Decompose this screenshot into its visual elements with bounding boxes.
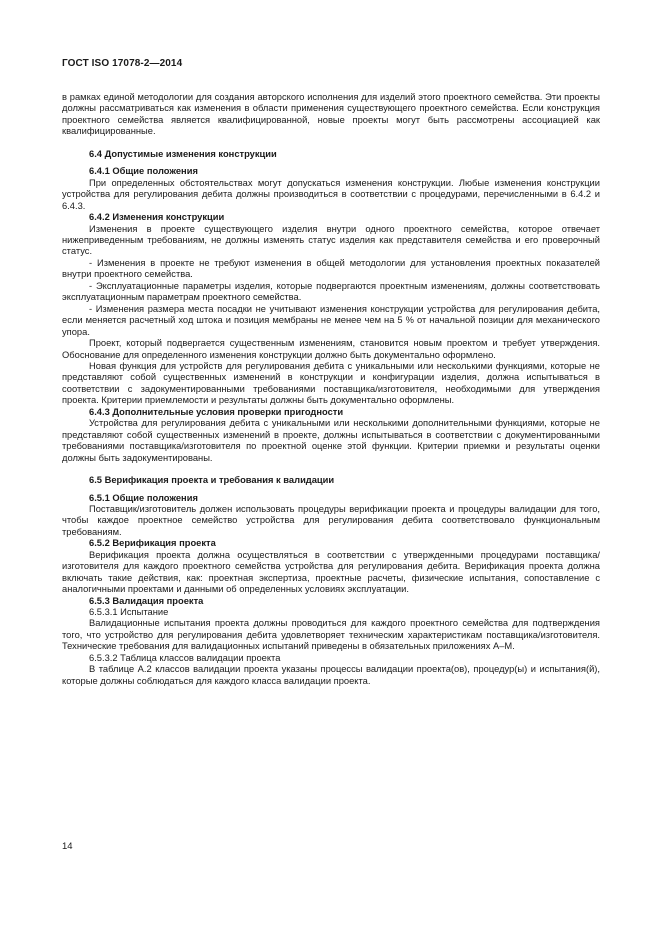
subsection-heading-6-5-2: 6.5.2 Верификация проекта — [89, 538, 216, 549]
paragraph: Верификация проекта должна осуществляться в соответствии с утвержденными процедурами поставщика/изготовителя для каждого проектного семейства устройства для регулирования дебита. Верификация проекта должна включать такие действия, как: проектная экспертиза, проектные расчеты, физические испытания, сопоставление с аналогичными проектами и данными об определенных условиях эксплуатации. — [62, 549, 600, 595]
paragraph: Изменения в проекте существующего изделия внутри одного проектного семейства, которое отвечает нижеприведенным требованиям, не должны изменять статус изделия как представителя семейства и его проверочный статус. — [62, 223, 600, 257]
paragraph: Валидационные испытания проекта должны проводиться для каждого проектного семейства для подтверждения того, что устройство для регулирования дебита удовлетворяет техническим характеристикам поставщика/изготовителя. Технические требования для валидационных испытаний приведены в обязательных приложениях А–М. — [62, 618, 600, 652]
paragraph: Проект, который подвергается существенным изменениям, становится новым проектом и требует утверждения. Обоснование для определенного изменения конструкции должно быть документально оформлено. — [62, 338, 600, 360]
section-heading-6-4: 6.4 Допустимые изменения конструкции — [89, 148, 277, 159]
paragraph: Устройства для регулирования дебита с уникальными или несколькими дополнительными функциями, которые не представляют собой существенных изменений в проекте, должны испытываться в соответствии с документированными требованиями поставщика/изготовителя по проектной оценке этой функции. Критерии приемки и результаты оценки должны быть задокументированы. — [62, 418, 600, 463]
paragraph: Новая функция для устройств для регулирования дебита с уникальными или несколькими функциями, которые не представляют собой существенных изменений в конструкции и конфигурации изделия, должна испытываться в соответствии с задокументированными требованиями поставщика/изготовителя, необходимыми для утверждения проекта. Критерии приемлемости и результаты должны быть документально оформлены. — [62, 360, 600, 406]
page-number: 14 — [62, 841, 73, 852]
list-item: - Изменения в проекте не требуют изменения в общей методологии для установления проектных показателей внутри проектного семейства. — [62, 257, 600, 280]
clause-title-6-5-3-1: 6.5.3.1 Испытание — [89, 607, 169, 618]
document-header: ГОСТ ISO 17078-2—2014 — [62, 58, 183, 69]
paragraph: При определенных обстоятельствах могут допускаться изменения конструкции. Любые изменения конструкции устройства для регулирования дебита должны производиться в соответствии с процедурами, перечисленными в 6.4.2 и 6.4.3. — [62, 177, 600, 211]
document-body — [62, 92, 600, 687]
paragraph: в рамках единой методологии для создания авторского исполнения для изделий этого проектного семейства. Эти проекты должны рассматриваться как изменения в области применения существующего проектного семейства. Если конструкция проектного семейства является квалифицированной, новые проекты могут быть рассмотрены ассоциацией как квалифицированные. — [62, 92, 600, 137]
subsection-heading-6-4-2: 6.4.2 Изменения конструкции — [89, 212, 225, 223]
subsection-heading-6-5-3: 6.5.3 Валидация проекта — [89, 595, 204, 606]
list-item: - Изменения размера места посадки не учитывают изменения конструкции устройства для регулирования дебита, если меняется расчетный ход штока и позиция мембраны не менее чем на 5 % от начальной позиции для механического упора. — [62, 303, 600, 337]
clause-title-6-5-3-2: 6.5.3.2 Таблица классов валидации проекта — [89, 652, 281, 663]
paragraph: Поставщик/изготовитель должен использовать процедуры верификации проекта и процедуры валидации для того, чтобы каждое проектное семейство устройства для регулирования дебита соответствовало функциональным требованиям. — [62, 503, 600, 537]
section-heading-6-5: 6.5 Верификация проекта и требования к валидации — [89, 475, 335, 486]
subsection-heading-6-4-3: 6.4.3 Дополнительные условия проверки пригодности — [89, 406, 344, 417]
paragraph: В таблице А.2 классов валидации проекта указаны процессы валидации проекта(ов), процедур(ы) и испытания(й), которые должны соблюдаться для каждого класса валидации проекта. — [62, 664, 600, 686]
subsection-heading-6-4-1: 6.4.1 Общие положения — [89, 166, 198, 177]
subsection-heading-6-5-1: 6.5.1 Общие положения — [89, 492, 198, 503]
list-item: - Эксплуатационные параметры изделия, которые подвергаются проектным изменениям, должны соответствовать эксплуатационным параметрам проектного семейства. — [62, 280, 600, 303]
